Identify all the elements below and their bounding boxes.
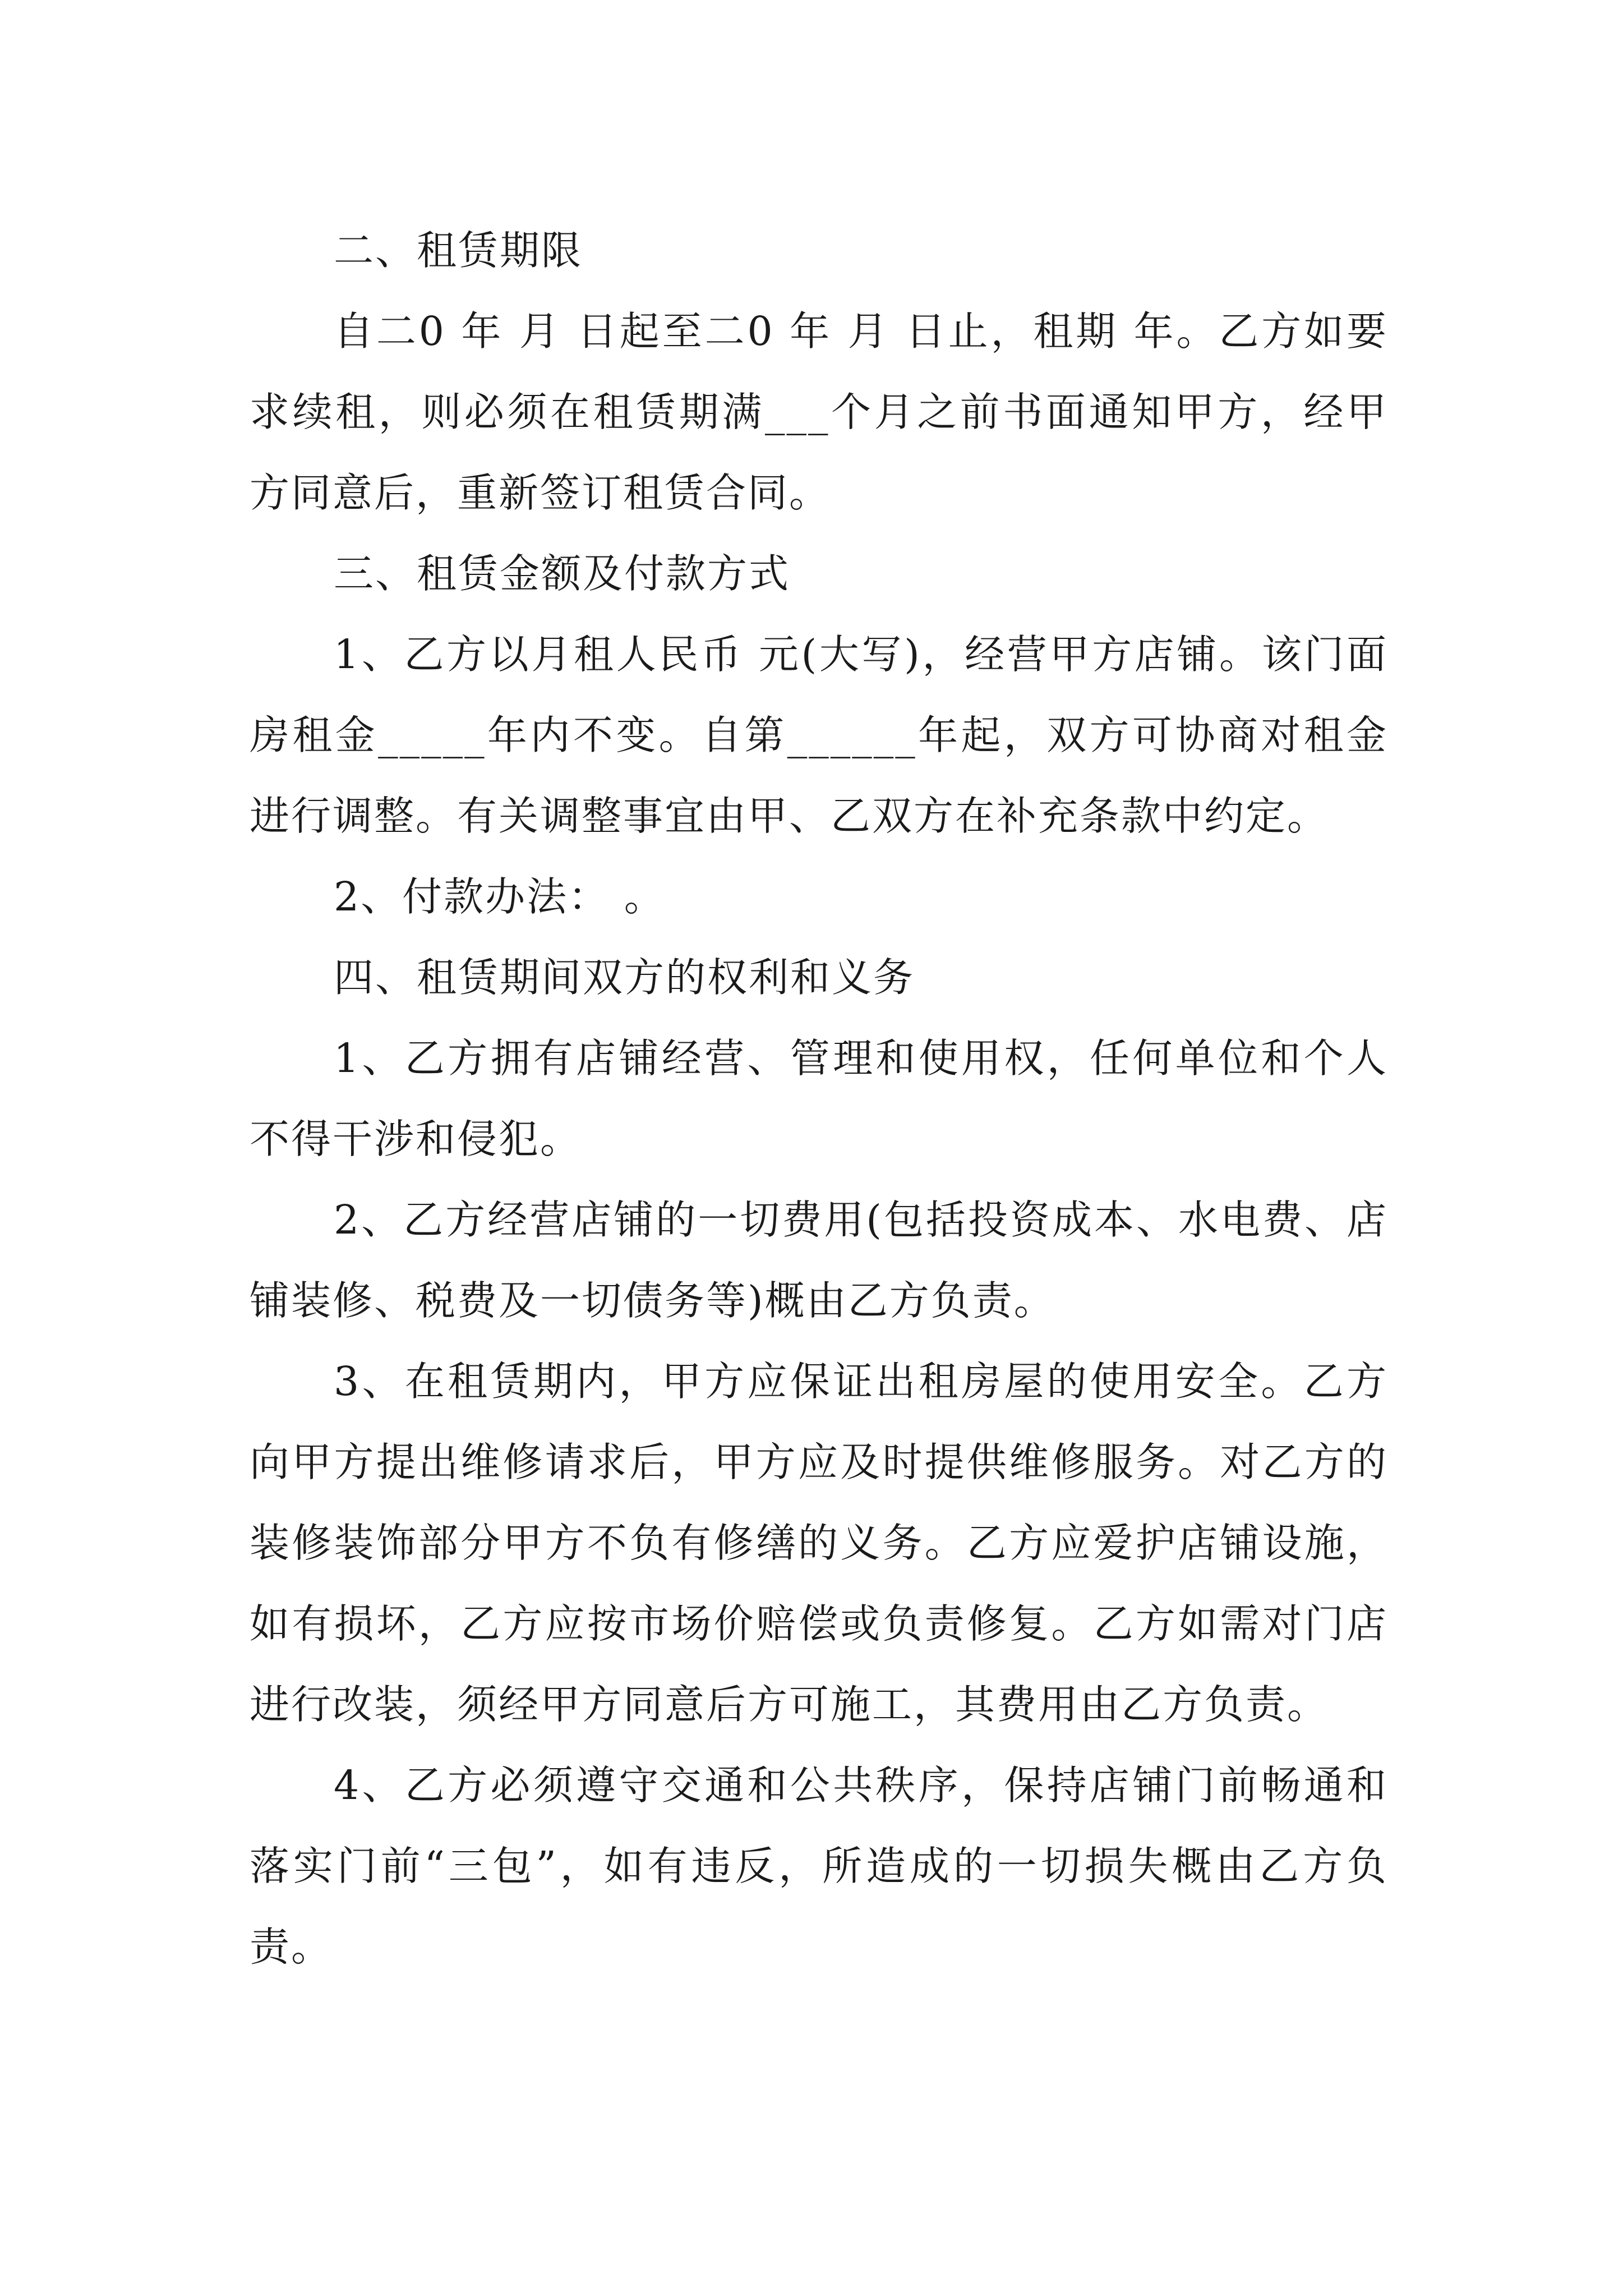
paragraph-rent-amount: 1、乙方以月租人民币 元(大写)，经营甲方店铺。该门面房租金_____年内不变。自第______年起，双方可协商对租金进行调整。有关调整事宜由甲、乙双方在补充条款中约定。 (250, 631, 1388, 839)
paragraph-payment-method: 2、付款办法： 。 (334, 873, 666, 920)
paragraph-right-4: 4、乙方必须遵守交通和公共秩序，保持店铺门前畅通和落实门前“三包”，如有违反，所造成的一切损失概由乙方负责。 (250, 1762, 1388, 1970)
paragraph-right-2: 2、乙方经营店铺的一切费用(包括投资成本、水电费、店铺装修、税费及一切债务等)概由乙方负责。 (250, 1197, 1388, 1324)
section-heading-rent-payment: 三、租赁金额及付款方式 (334, 550, 791, 597)
document-body (250, 210, 1388, 1987)
section-heading-rights-obligations: 四、租赁期间双方的权利和义务 (334, 954, 915, 1001)
paragraph-lease-term: 自二0 年 月 日起至二0 年 月 日止，租期 年。乙方如要求续租，则必须在租赁期满___个月之前书面通知甲方，经甲方同意后，重新签订租赁合同。 (250, 308, 1388, 516)
section-heading-lease-term: 二、租赁期限 (334, 227, 583, 274)
paragraph-right-1: 1、乙方拥有店铺经营、管理和使用权，任何单位和个人不得干涉和侵犯。 (250, 1035, 1388, 1162)
paragraph-right-3: 3、在租赁期内，甲方应保证出租房屋的使用安全。乙方向甲方提出维修请求后，甲方应及时提供维修服务。对乙方的装修装饰部分甲方不负有修缮的义务。乙方应爱护店铺设施，如有损坏，乙方应按市场价赔偿或负责修复。乙方如需对门店进行改装，须经甲方同意后方可施工，其费用由乙方负责。 (250, 1358, 1388, 1728)
